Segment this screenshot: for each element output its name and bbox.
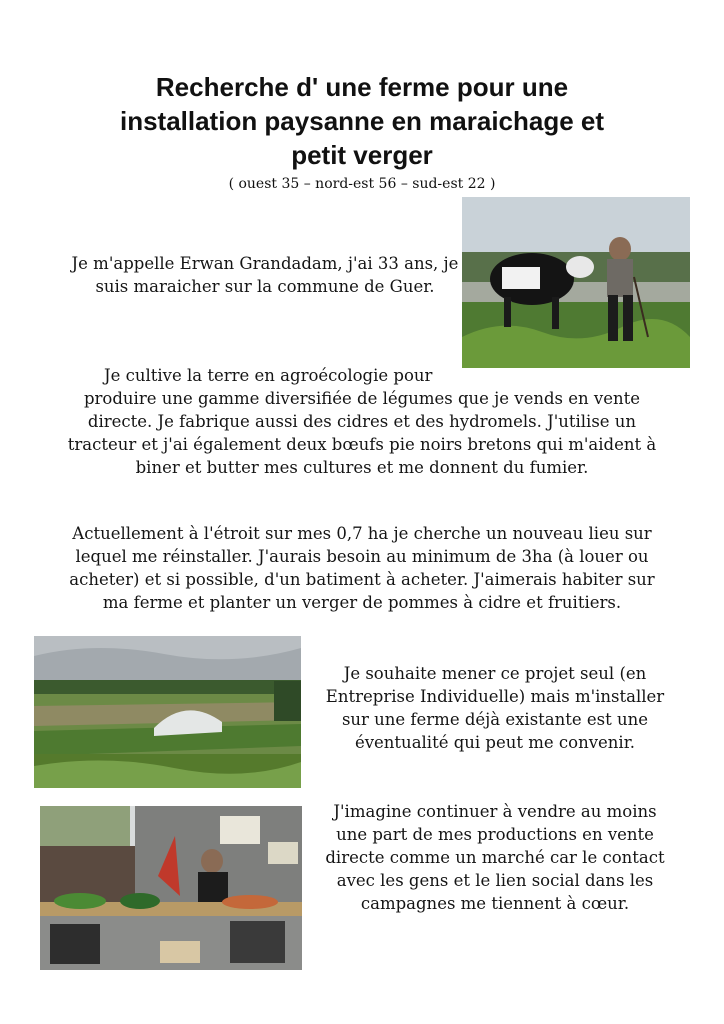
text-line: directe comme un marché car le contact bbox=[325, 848, 665, 867]
text-line: sur une ferme déjà existante est une bbox=[341, 710, 649, 729]
text-line: Entreprise Individuelle) mais m'installer bbox=[325, 687, 665, 706]
text-line: produire une gamme diversifiée de légumes que je vends en vente bbox=[83, 389, 641, 408]
title-line-2: installation paysanne en maraichage et bbox=[119, 106, 605, 136]
text-line: biner et butter mes cultures et me donnent du fumier. bbox=[135, 458, 589, 477]
text-line: Je m'appelle Erwan Grandadam, j'ai 33 ans, je bbox=[71, 254, 459, 273]
market-stall-photo bbox=[40, 806, 302, 970]
text-line: Je cultive la terre en agroécologie pour bbox=[104, 366, 433, 385]
intro-paragraph bbox=[70, 252, 460, 298]
field-greenhouse-photo bbox=[34, 636, 301, 788]
text-line: ma ferme et planter un verger de pommes à cidre et fruitiers. bbox=[102, 593, 622, 612]
culture-paragraph bbox=[60, 364, 664, 479]
text-line: une part de mes productions en vente bbox=[336, 825, 654, 844]
text-line: tracteur et j'ai également deux bœufs pie noirs bretons qui m'aident à bbox=[67, 435, 657, 454]
text-line: Actuellement à l'étroit sur mes 0,7 ha je cherche un nouveau lieu sur bbox=[72, 524, 652, 543]
text-line: suis maraicher sur la commune de Guer. bbox=[95, 277, 435, 296]
text-line: avec les gens et le lien social dans les bbox=[336, 871, 654, 890]
text-line: éventualité qui peut me convenir. bbox=[354, 733, 636, 752]
text-line: lequel me réinstaller. J'aurais besoin au minimum de 3ha (à louer ou bbox=[75, 547, 649, 566]
page-title bbox=[80, 70, 644, 172]
text-line: directe. Je fabrique aussi des cidres et des hydromels. J'utilise un bbox=[87, 412, 637, 431]
title-line-1: Recherche d' une ferme pour une bbox=[155, 72, 569, 102]
text-line: Je souhaite mener ce projet seul (en bbox=[343, 664, 647, 683]
situation-paragraph bbox=[60, 522, 664, 614]
project-paragraph bbox=[300, 662, 690, 754]
text-line: campagnes me tiennent à cœur. bbox=[360, 894, 630, 913]
title-line-3: petit verger bbox=[291, 140, 433, 170]
text-line: acheter) et si possible, d'un batiment à acheter. J'aimerais habiter sur bbox=[69, 570, 655, 589]
region-subtitle: ( ouest 35 – nord-est 56 – sud-est 22 ) bbox=[228, 176, 496, 192]
sales-paragraph bbox=[300, 800, 690, 915]
text-line: J'imagine continuer à vendre au moins bbox=[333, 802, 657, 821]
farmer-with-ox-photo bbox=[462, 197, 690, 368]
